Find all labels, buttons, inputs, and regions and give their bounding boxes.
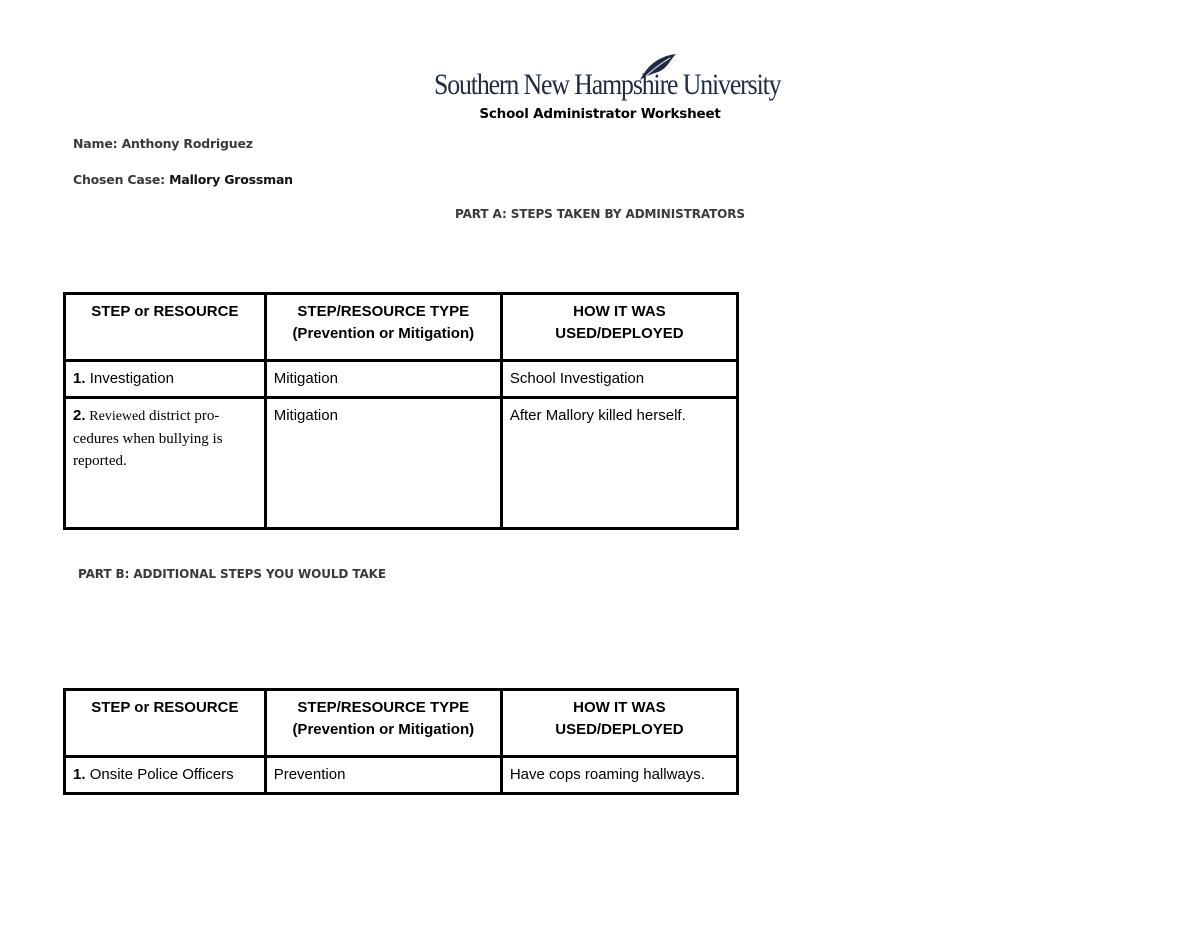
column-header: STEP or RESOURCE	[65, 690, 266, 757]
step-number: 1.	[73, 766, 86, 783]
column-header: HOW IT WAS USED/DEPLOYED	[501, 690, 737, 757]
table-row	[65, 361, 738, 398]
type-cell: Prevention	[265, 757, 501, 794]
how-cell: After Mallory killed herself.	[501, 398, 737, 529]
part-b-heading: PART B: ADDITIONAL STEPS YOU WOULD TAKE	[78, 567, 386, 581]
column-header: STEP/RESOURCE TYPE (Prevention or Mitigation)	[265, 294, 501, 361]
chosen-case-line	[73, 172, 293, 187]
name-line	[73, 136, 253, 151]
table-row	[65, 757, 738, 794]
table-header-row	[65, 294, 738, 361]
step-number: 1.	[73, 370, 86, 387]
how-cell: School Investigation	[501, 361, 737, 398]
step-number: 2.	[73, 407, 86, 424]
name-label: Name:	[73, 136, 118, 151]
column-header: HOW IT WAS USED/DEPLOYED	[501, 294, 737, 361]
part-a-heading: PART A: STEPS TAKEN BY ADMINISTRATORS	[455, 207, 745, 221]
column-header: STEP or RESOURCE	[65, 294, 266, 361]
part-a-table	[63, 292, 739, 530]
type-cell: Mitigation	[265, 398, 501, 529]
logo-wordmark: Southern New Hampshire University	[434, 68, 781, 101]
step-text: Investigation	[89, 370, 174, 387]
step-cell	[65, 361, 266, 398]
case-label: Chosen Case:	[73, 172, 165, 187]
university-logo	[434, 52, 781, 104]
part-b-table	[63, 688, 739, 795]
case-value: Mallory Grossman	[169, 172, 293, 187]
name-value: Anthony Rodriguez	[121, 136, 253, 151]
step-text-small: Reviewed	[89, 409, 146, 424]
table-row	[65, 398, 738, 529]
table-header-row	[65, 690, 738, 757]
step-cell	[65, 398, 266, 529]
step-text: district pro- cedures when bullying is reported.	[73, 408, 223, 469]
step-cell	[65, 757, 266, 794]
column-header: STEP/RESOURCE TYPE (Prevention or Mitigation)	[265, 690, 501, 757]
worksheet-title: School Administrator Worksheet	[479, 106, 721, 122]
type-cell: Mitigation	[265, 361, 501, 398]
step-text: Onsite Police Officers	[89, 766, 234, 783]
how-cell: Have cops roaming hallways.	[501, 757, 737, 794]
